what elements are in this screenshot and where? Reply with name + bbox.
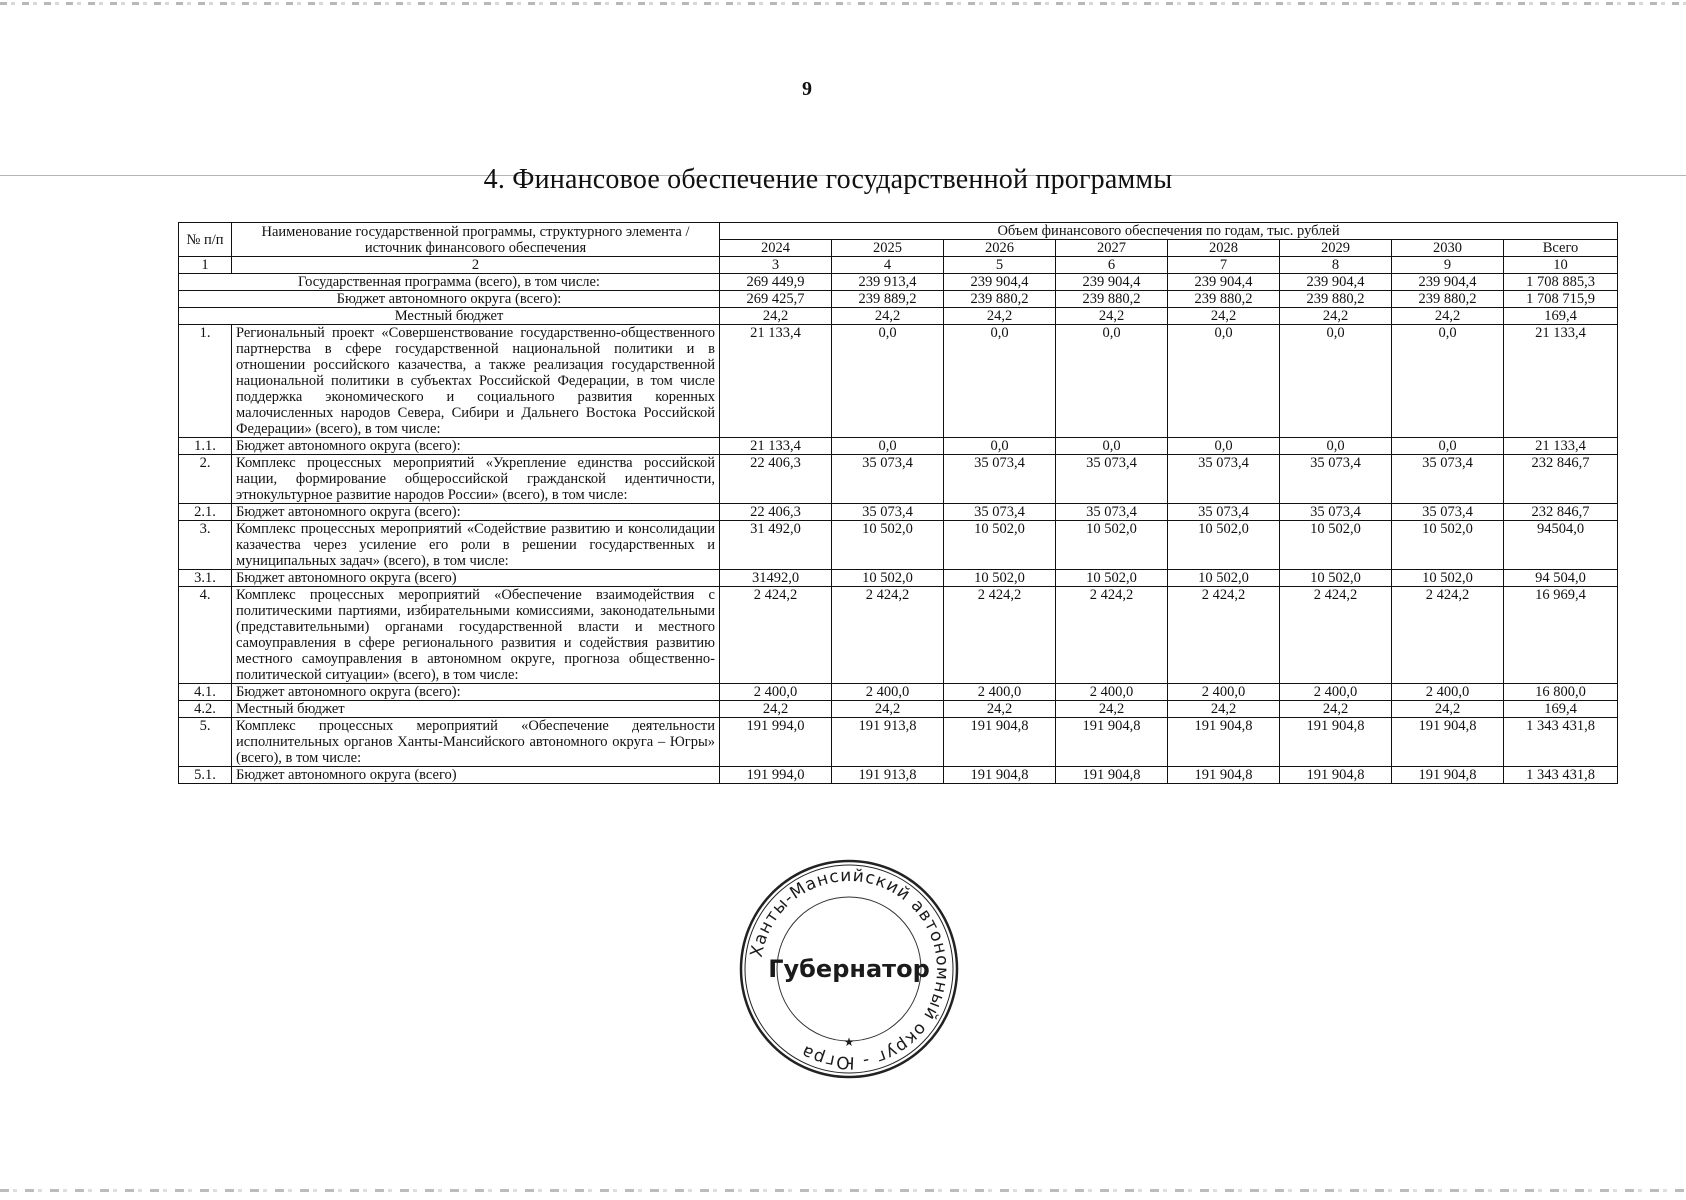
row-name: Региональный проект «Совершенствование государственно-общественного партнерства в сфере государственной национальной политики и в отношении российского казачества, а также реализация государственной национальной политики в субъектах Российской Федерации, в том числе поддержка экономического и социального развития коренных малочисленных народов Севера, Сибири и Дальнего Востока Российской Федерации» (всего), в том числе: [232,325,720,438]
section-title: 4. Финансовое обеспечение государственной программы [483,164,1173,195]
column-index: 3 [720,257,832,274]
summary-label: Местный бюджет [179,308,720,325]
value-cell: 1 343 431,8 [1504,718,1618,767]
value-cell: 16 800,0 [1504,684,1618,701]
value-cell: 2 400,0 [1168,684,1280,701]
value-cell: 35 073,4 [1168,504,1280,521]
table-row [179,504,1618,521]
value-cell: 239 889,2 [832,291,944,308]
value-cell: 24,2 [1280,308,1392,325]
value-cell: 191 904,8 [944,718,1056,767]
seal-center-text: Губернатор [768,955,930,983]
value-cell: 2 424,2 [1392,587,1504,684]
value-cell: 0,0 [944,438,1056,455]
table-row [179,438,1618,455]
row-name: Комплекс процессных мероприятий «Обеспечение деятельности исполнительных органов Ханты-Мансийского автономного округа – Югры» (всего), в том числе: [232,718,720,767]
value-cell: 35 073,4 [1392,455,1504,504]
seal-ring-text: Ханты-Мансийский автономный округ - Югра [746,865,953,1073]
value-cell: 239 880,2 [944,291,1056,308]
value-cell: 35 073,4 [1280,455,1392,504]
summary-row [179,308,1618,325]
value-cell: 0,0 [832,325,944,438]
value-cell: 94504,0 [1504,521,1618,570]
value-cell: 16 969,4 [1504,587,1618,684]
header-year: 2029 [1280,240,1392,257]
column-index: 6 [1056,257,1168,274]
value-cell: 239 880,2 [1392,291,1504,308]
value-cell: 2 424,2 [832,587,944,684]
value-cell: 31492,0 [720,570,832,587]
value-cell: 35 073,4 [1168,455,1280,504]
value-cell: 10 502,0 [1392,521,1504,570]
row-name: Бюджет автономного округа (всего) [232,767,720,784]
row-number: 5.1. [179,767,232,784]
value-cell: 35 073,4 [944,504,1056,521]
row-number: 3. [179,521,232,570]
value-cell: 0,0 [1280,325,1392,438]
header-number: № п/п [179,223,232,257]
row-name: Бюджет автономного округа (всего): [232,504,720,521]
value-cell: 35 073,4 [1056,504,1168,521]
value-cell: 10 502,0 [1280,521,1392,570]
column-index: 2 [232,257,720,274]
value-cell: 191 904,8 [1168,718,1280,767]
value-cell: 191 904,8 [1280,718,1392,767]
value-cell: 239 904,4 [1392,274,1504,291]
value-cell: 1 708 715,9 [1504,291,1618,308]
value-cell: 21 133,4 [720,438,832,455]
table-row [179,767,1618,784]
value-cell: 10 502,0 [944,570,1056,587]
value-cell: 24,2 [720,701,832,718]
header-year: 2027 [1056,240,1168,257]
value-cell: 169,4 [1504,308,1618,325]
value-cell: 191 904,8 [1056,767,1168,784]
value-cell: 269 449,9 [720,274,832,291]
column-index: 5 [944,257,1056,274]
row-number: 5. [179,718,232,767]
value-cell: 0,0 [944,325,1056,438]
header-year: 2030 [1392,240,1504,257]
table-row [179,684,1618,701]
row-name: Бюджет автономного округа (всего): [232,684,720,701]
row-number: 1.1. [179,438,232,455]
value-cell: 0,0 [1168,438,1280,455]
value-cell: 10 502,0 [1056,570,1168,587]
value-cell: 24,2 [1280,701,1392,718]
value-cell: 10 502,0 [1392,570,1504,587]
table-row [179,718,1618,767]
value-cell: 239 904,4 [1280,274,1392,291]
value-cell: 0,0 [832,438,944,455]
row-number: 4.1. [179,684,232,701]
value-cell: 35 073,4 [832,455,944,504]
column-index: 9 [1392,257,1504,274]
value-cell: 24,2 [1168,701,1280,718]
value-cell: 0,0 [1056,325,1168,438]
value-cell: 0,0 [1392,325,1504,438]
row-name: Бюджет автономного округа (всего): [232,438,720,455]
value-cell: 191 904,8 [1168,767,1280,784]
header-year: 2026 [944,240,1056,257]
value-cell: 35 073,4 [944,455,1056,504]
value-cell: 1 708 885,3 [1504,274,1618,291]
value-cell: 24,2 [720,308,832,325]
value-cell: 35 073,4 [1392,504,1504,521]
value-cell: 2 400,0 [944,684,1056,701]
value-cell: 2 424,2 [1280,587,1392,684]
table-row [179,701,1618,718]
value-cell: 191 904,8 [1056,718,1168,767]
value-cell: 24,2 [944,701,1056,718]
value-cell: 10 502,0 [1168,570,1280,587]
column-index: 10 [1504,257,1618,274]
table-row [179,521,1618,570]
header-volume: Объем финансового обеспечения по годам, тыс. рублей [720,223,1618,240]
seal-star-icon: ★ [843,1035,855,1049]
value-cell: 269 425,7 [720,291,832,308]
row-name: Комплекс процессных мероприятий «Содействие развитию и консолидации казачества через усиление его роли в решении государственных и муниципальных задач» (всего), в том числе: [232,521,720,570]
page-number: 9 [802,78,812,100]
value-cell: 0,0 [1392,438,1504,455]
value-cell: 239 880,2 [1280,291,1392,308]
summary-row [179,274,1618,291]
value-cell: 24,2 [832,701,944,718]
value-cell: 22 406,3 [720,455,832,504]
value-cell: 10 502,0 [832,570,944,587]
value-cell: 232 846,7 [1504,455,1618,504]
value-cell: 35 073,4 [1280,504,1392,521]
value-cell: 1 343 431,8 [1504,767,1618,784]
value-cell: 239 880,2 [1056,291,1168,308]
row-number: 2.1. [179,504,232,521]
value-cell: 191 994,0 [720,767,832,784]
column-index: 8 [1280,257,1392,274]
value-cell: 2 424,2 [720,587,832,684]
value-cell: 191 904,8 [944,767,1056,784]
row-number: 1. [179,325,232,438]
value-cell: 24,2 [944,308,1056,325]
value-cell: 191 904,8 [1392,718,1504,767]
value-cell: 31 492,0 [720,521,832,570]
value-cell: 21 133,4 [720,325,832,438]
value-cell: 239 904,4 [1168,274,1280,291]
value-cell: 0,0 [1280,438,1392,455]
header-year: 2025 [832,240,944,257]
scan-edge-bottom [0,1189,1686,1192]
summary-label: Государственная программа (всего), в том числе: [179,274,720,291]
value-cell: 239 880,2 [1168,291,1280,308]
value-cell: 94 504,0 [1504,570,1618,587]
header-year: 2028 [1168,240,1280,257]
value-cell: 0,0 [1168,325,1280,438]
row-number: 4.2. [179,701,232,718]
value-cell: 35 073,4 [832,504,944,521]
value-cell: 0,0 [1056,438,1168,455]
table-row [179,455,1618,504]
column-index: 4 [832,257,944,274]
value-cell: 24,2 [1168,308,1280,325]
value-cell: 2 424,2 [944,587,1056,684]
value-cell: 191 913,8 [832,767,944,784]
row-name: Бюджет автономного округа (всего) [232,570,720,587]
row-number: 2. [179,455,232,504]
row-number: 3.1. [179,570,232,587]
header-name: Наименование государственной программы, структурного элемента / источник финансового обеспечения [232,223,720,257]
value-cell: 191 904,8 [1392,767,1504,784]
value-cell: 239 904,4 [1056,274,1168,291]
value-cell: 35 073,4 [1056,455,1168,504]
value-cell: 22 406,3 [720,504,832,521]
table-row [179,570,1618,587]
value-cell: 2 400,0 [1280,684,1392,701]
value-cell: 24,2 [1056,308,1168,325]
row-number: 4. [179,587,232,684]
row-name: Комплекс процессных мероприятий «Обеспечение взаимодействия с политическими партиями, избирательными комиссиями, законодательными (представительными) органами государственной власти и местного самоуправления в сфере регионального развития и содействия развитию местного самоуправления в автономном округе, прогноза общественно-политической ситуации» (всего), в том числе: [232,587,720,684]
table-row [179,325,1618,438]
value-cell: 10 502,0 [1280,570,1392,587]
value-cell: 2 400,0 [1392,684,1504,701]
summary-row [179,291,1618,308]
value-cell: 2 424,2 [1168,587,1280,684]
value-cell: 10 502,0 [1056,521,1168,570]
header-total: Всего [1504,240,1618,257]
value-cell: 191 913,8 [832,718,944,767]
table-row [179,587,1618,684]
value-cell: 24,2 [1392,701,1504,718]
value-cell: 191 904,8 [1280,767,1392,784]
value-cell: 10 502,0 [1168,521,1280,570]
value-cell: 2 400,0 [832,684,944,701]
scan-edge-top [0,2,1686,5]
row-name: Местный бюджет [232,701,720,718]
financial-table [178,222,1618,784]
value-cell: 10 502,0 [832,521,944,570]
row-name: Комплекс процессных мероприятий «Укрепление единства российской нации, формирование общероссийской гражданской идентичности, этнокультурное развитие народов России» (всего), в том числе: [232,455,720,504]
value-cell: 191 994,0 [720,718,832,767]
value-cell: 10 502,0 [944,521,1056,570]
value-cell: 169,4 [1504,701,1618,718]
value-cell: 24,2 [1056,701,1168,718]
column-index: 7 [1168,257,1280,274]
summary-label: Бюджет автономного округа (всего): [179,291,720,308]
value-cell: 239 904,4 [944,274,1056,291]
header-year: 2024 [720,240,832,257]
value-cell: 2 424,2 [1056,587,1168,684]
value-cell: 239 913,4 [832,274,944,291]
value-cell: 2 400,0 [1056,684,1168,701]
value-cell: 21 133,4 [1504,438,1618,455]
column-index-row [179,257,1618,274]
value-cell: 2 400,0 [720,684,832,701]
value-cell: 232 846,7 [1504,504,1618,521]
value-cell: 24,2 [832,308,944,325]
governor-seal [736,856,962,1082]
column-index: 1 [179,257,232,274]
value-cell: 21 133,4 [1504,325,1618,438]
value-cell: 24,2 [1392,308,1504,325]
